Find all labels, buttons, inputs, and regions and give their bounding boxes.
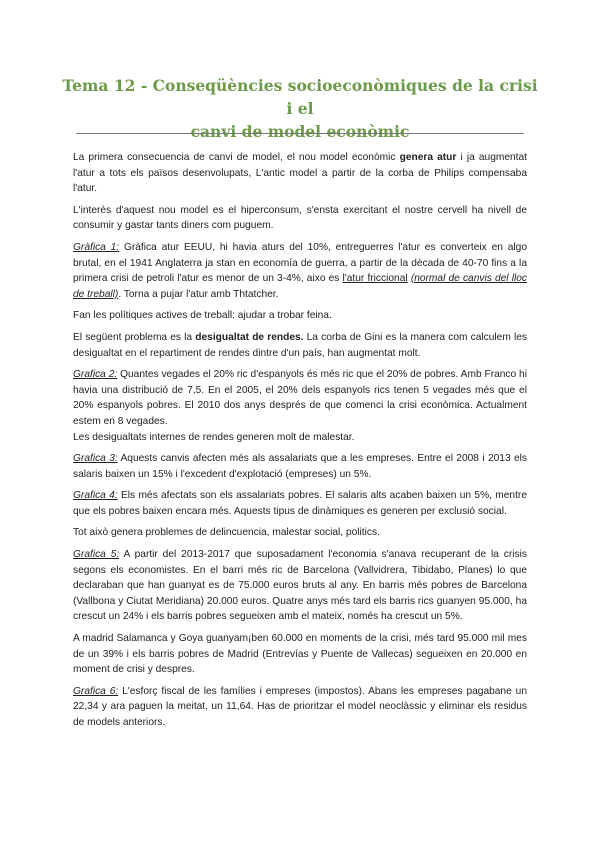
paragraph-3-text-end: . Torna a pujar l'atur amb Thtatcher. <box>118 288 279 300</box>
paragraph-5-bold: desigualtat de rendes. <box>195 331 304 343</box>
paragraph-11-text: A partir del 2013-2017 que suposadament l'economia s'anava recuperant de la crisis segons els economistes. En el barri més ric de Barcelona (Vallvidrera, Tibidabo, Planes) lo que declaraban que han guanyat es de 75.000 euros bruts al any. En barris més pobres de Barcelona (Vallbona y Ciutat Meridiana) 20.000 euros. Quatre anys més tard els barris rics guanyen 95.000, ha crescut un 24% i els barris pobres segueixen amb el mateix, només ha crescut un 5%. <box>73 549 527 623</box>
paragraph-10: Tot això genera problemes de delincuencia, malestar social, politics. <box>73 527 380 539</box>
paragraph-9-text: Els més afectats son els assalariats pobres. El salaris alts acaben baixen un 5%, mentre que els pobres baixen encara més. Aquests tipus de dinàmiques es generen per exclusió social. <box>73 490 527 517</box>
paragraph-8-text: Aquests canvis afecten més als assalariats que a les empreses. Entre el 2008 i 2013 els salaris baixen un 15% i l'excedent d'explotació (empreses) un 5%. <box>73 453 527 480</box>
paragraph-4: Fan les polítiques actives de treball: ajudar a trobar feina. <box>73 310 332 322</box>
paragraph-9 <box>73 488 527 519</box>
paragraph-6 <box>73 367 527 429</box>
paragraph-2: L'interès d'aquest nou model es el hiperconsum, s'ensta exercitant el nostre cervell ha nivell de consumir y gastar tants diners com puguem. <box>73 204 527 232</box>
grafica-6-label: Grafica 6: <box>73 685 119 697</box>
paragraph-5-text: El següent problema es la <box>73 331 196 343</box>
paragraph-12: A madrid Salamanca y Goya guanyam¡ben 60.000 en moments de la crisi, més tard 95.000 mil mes de un 39% i els barris pobres de Madrid (Entrevías y Puente de Vallecas) segueixen en 20.000 en moment de crisi y despres. <box>73 633 527 676</box>
title-line-2: canvi de model econòmic <box>190 122 410 141</box>
paragraph-1-bold: genera atur <box>399 152 457 163</box>
paragraph-13-text: L'esforç fiscal de les famílies i empreses (impostos). Abans les empreses pagabane un 22,34 y ara paguen la meitat, un 11,64. Has de prioritzar el model neoclàssic y eliminar els residus de models anteriors. <box>73 685 527 728</box>
paragraph-8 <box>73 451 527 482</box>
paragraph-13 <box>73 684 527 731</box>
paragraph-3-text: Gràfica atur EEUU, hi havia aturs del 10%, entreguerres l'atur es converteix en algo brutal, en el 1941 Anglaterra ja stan en economía de guerra, a partir de la dècada de 40-70 fins a la primera crisi de petroli l'atur es menor de un 3-4%, aixo es <box>73 241 527 285</box>
paragraph-5-text-end: La corba de Gini es la manera com calculem les desigualtat en el repartiment de rendes dintre d'un país, han augmentat molt. <box>73 331 528 359</box>
paragraph-1-text-end: i ja augmentat l'atur a tots els països desenvolupats, L'antic model a partir de la corba de Philips compensaba l'atur. <box>73 152 528 195</box>
paragraph-11 <box>73 547 527 625</box>
paragraph-5 <box>73 330 527 361</box>
paragraph-1 <box>73 150 527 197</box>
grafica-5-label: Grafica 5: <box>73 549 120 561</box>
atur-friccional-note: (normal de canvis del lloc de treball) <box>73 273 527 300</box>
grafica-1-label: Gràfica 1: <box>73 241 120 253</box>
title-divider <box>76 133 524 134</box>
paragraph-3 <box>73 240 527 302</box>
title-line-1: Tema 12 - Conseqüències socioeconòmiques de la crisi i el <box>62 76 538 118</box>
paragraph-7: Les desigualtats internes de rendes generen molt de malestar. <box>73 431 355 443</box>
paragraph-6-text: Quantes vegades el 20% ric d'espanyols és més ric que el 20% de pobres. Amb Franco hi havia una distribució de 7,5. En el 2005, el 20% dels espanyols rics tenen 5 vegades més que el 20% espanyols pobres. El 2010 dos anys després de que comenci la crisi econòmica. Actualment estem en 8 vegades. <box>73 369 527 427</box>
atur-friccional-term: l'atur friccional <box>342 273 408 285</box>
grafica-4-label: Grafica 4: <box>73 490 118 502</box>
grafica-2-label: Grafica 2: <box>73 369 118 381</box>
document-body <box>73 150 527 737</box>
grafica-3-label: Grafica 3: <box>73 453 118 465</box>
paragraph-1-text: La primera consecuencia de canvi de model, el nou model econòmic <box>73 152 400 163</box>
